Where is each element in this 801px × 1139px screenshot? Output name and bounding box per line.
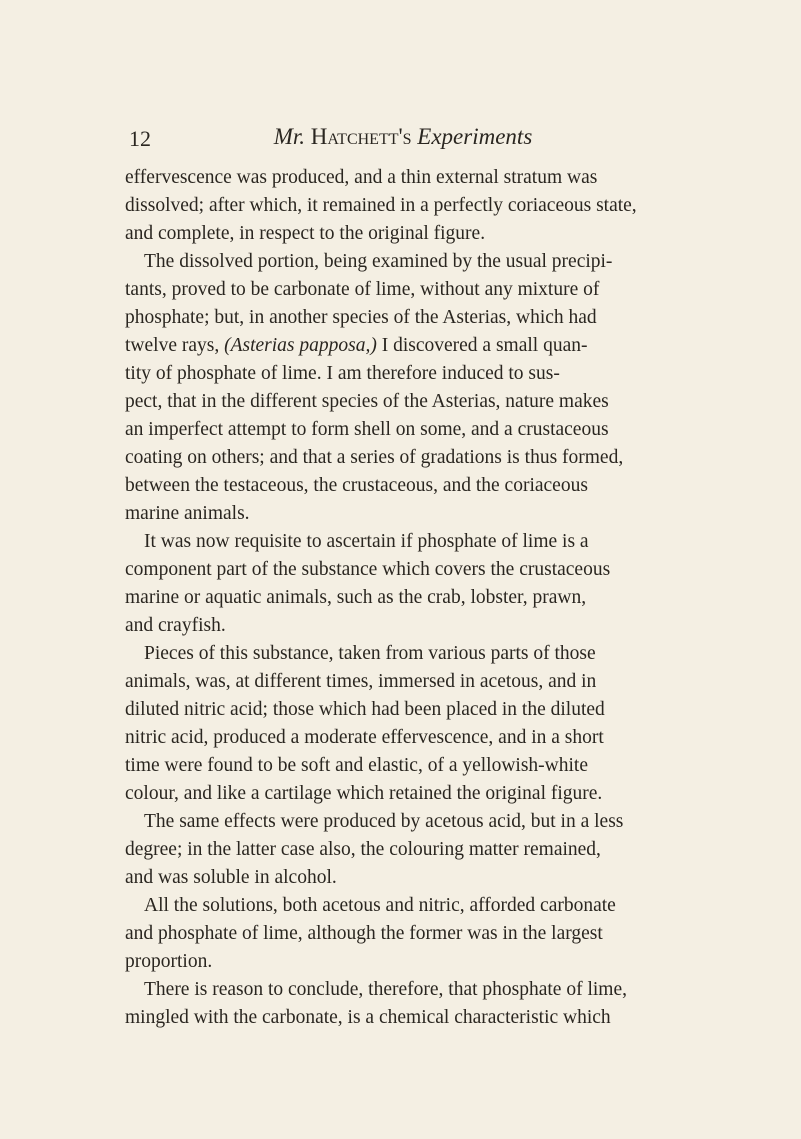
text-line: All the solutions, both acetous and nitric, afforded carbonate	[144, 895, 616, 916]
title-suffix: Experiments	[417, 124, 533, 149]
text-segment: twelve rays,	[125, 335, 225, 356]
running-title	[125, 124, 681, 150]
text-segment: I discovered a small quan-	[376, 335, 588, 356]
text-line: coating on others; and that a series of gradations is thus formed,	[125, 447, 624, 468]
species-name: (Asterias papposa,)	[224, 335, 377, 356]
title-name: Hatchett's	[310, 124, 412, 149]
text-line: time were found to be soft and elastic, of a yellowish-white	[125, 755, 588, 776]
text-line: diluted nitric acid; those which had been placed in the diluted	[125, 699, 605, 720]
text-line: dissolved; after which, it remained in a perfectly coriaceous state,	[125, 195, 637, 216]
text-line: effervescence was produced, and a thin external stratum was	[125, 167, 598, 188]
running-header	[125, 124, 681, 156]
text-line: nitric acid, produced a moderate effervescence, and in a short	[125, 727, 604, 748]
text-line-mixed	[125, 334, 587, 358]
text-line: and was soluble in alcohol.	[125, 867, 337, 888]
text-line: tity of phosphate of lime. I am therefore induced to sus-	[125, 363, 560, 384]
text-line: colour, and like a cartilage which retained the original figure.	[125, 783, 603, 804]
title-prefix: Mr.	[273, 124, 306, 149]
text-line: The same effects were produced by acetous acid, but in a less	[144, 811, 624, 832]
text-line: animals, was, at different times, immersed in acetous, and in	[125, 671, 597, 692]
page-number: 12	[129, 126, 151, 151]
text-line: pect, that in the different species of the Asterias, nature makes	[125, 391, 609, 412]
text-line: proportion.	[125, 951, 213, 972]
text-line: There is reason to conclude, therefore, that phosphate of lime,	[144, 979, 627, 1000]
text-line: It was now requisite to ascertain if phosphate of lime is a	[144, 531, 589, 552]
text-line: The dissolved portion, being examined by the usual precipi-	[144, 251, 613, 272]
text-line: and crayfish.	[125, 615, 226, 636]
text-line: between the testaceous, the crustaceous, and the coriaceous	[125, 475, 588, 496]
text-line: component part of the substance which covers the crustaceous	[125, 559, 611, 580]
text-line: an imperfect attempt to form shell on some, and a crustaceous	[125, 419, 609, 440]
text-line: marine animals.	[125, 503, 250, 524]
text-line: Pieces of this substance, taken from various parts of those	[144, 643, 596, 664]
text-line: and complete, in respect to the original figure.	[125, 223, 486, 244]
text-line: degree; in the latter case also, the colouring matter remained,	[125, 839, 601, 860]
text-line: mingled with the carbonate, is a chemical characteristic which	[125, 1007, 611, 1028]
text-line: tants, proved to be carbonate of lime, without any mixture of	[125, 279, 600, 300]
text-line: and phosphate of lime, although the former was in the largest	[125, 923, 603, 944]
text-line: marine or aquatic animals, such as the crab, lobster, prawn,	[125, 587, 587, 608]
text-line: phosphate; but, in another species of the Asterias, which had	[125, 307, 597, 328]
